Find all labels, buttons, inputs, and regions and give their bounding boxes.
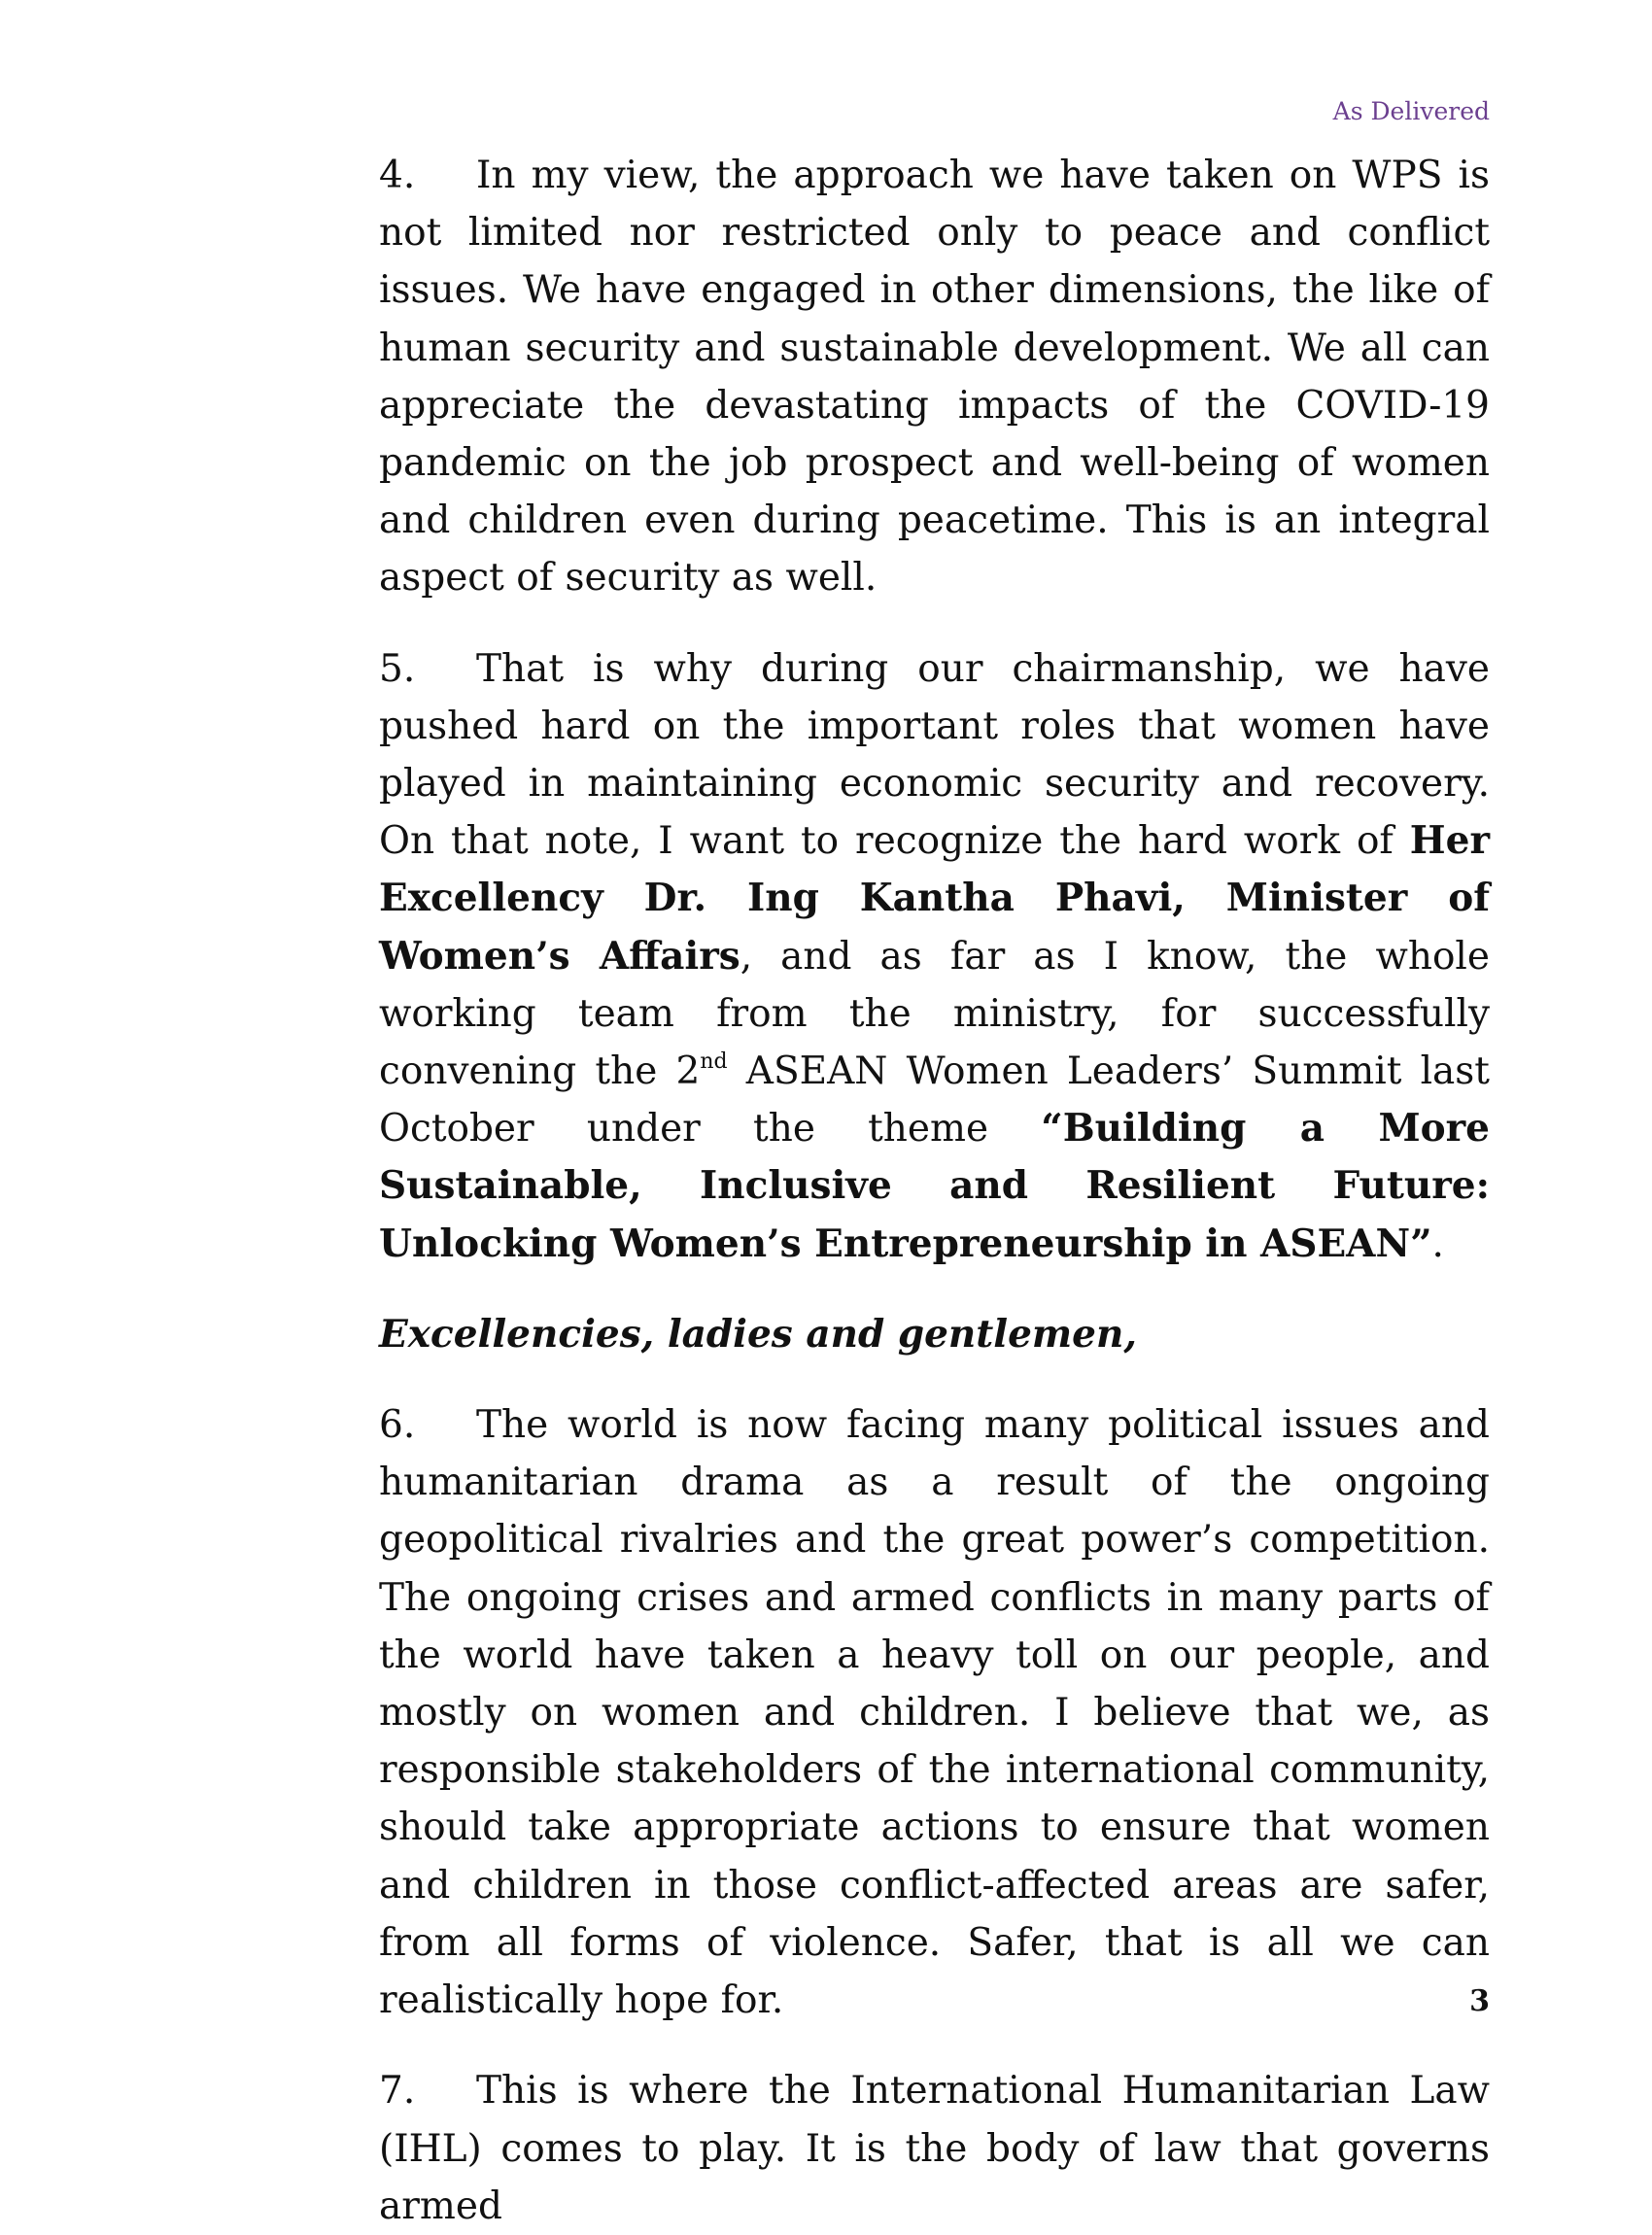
paragraph-4 <box>379 147 1490 607</box>
as-delivered-label: As Delivered <box>1332 97 1490 125</box>
speech-body <box>379 147 1490 2235</box>
paragraph-number: 7. <box>379 2069 416 2114</box>
paragraph-number: 4. <box>379 154 416 197</box>
paragraph-text: In my view, the approach we have taken on WPS is not limited nor restricted only to peace and conflict issues. We have engaged in other dimensions, the like of human security and sustainable development. We all can appreciate the devastating impacts of the COVID-19 pandemic on the job prospect and well-being of women and children even during peacetime. This is an integral aspect of security as well. <box>379 154 1490 601</box>
summit-theme: “Building a More Sustainable, Inclusive and Resilient Future: Unlocking Women’s Entrepreneurship in ASEAN” <box>379 1106 1490 1266</box>
paragraph-text: This is where the International Humanitarian Law (IHL) comes to play. It is the body of law that governs armed <box>379 2069 1490 2228</box>
paragraph-5 <box>379 640 1490 1273</box>
minister-name: Her Excellency Dr. Ing Kantha Phavi, Minister of Women’s Affairs <box>379 818 1490 979</box>
paragraph-text: ASEAN Women Leaders’ Summit last October under the theme <box>379 1049 1490 1152</box>
paragraph-7 <box>379 2062 1490 2235</box>
paragraph-number: 5. <box>379 646 416 691</box>
paragraph-text: , and as far as I know, the whole working team from the ministry, for successfully convening the 2 <box>379 934 1490 1094</box>
paragraph-number: 6. <box>379 1403 416 1448</box>
page-number: 3 <box>1469 1984 1490 2018</box>
paragraph-text: . <box>1431 1221 1444 1266</box>
ordinal-suffix: nd <box>700 1049 728 1075</box>
salutation: Excellencies, ladies and gentlemen, <box>379 1311 1137 1357</box>
paragraph-6 <box>379 1396 1490 2029</box>
paragraph-text: The world is now facing many political issues and humanitarian drama as a result of the ongoing geopolitical rivalries and the great power’s competition. The ongoing crises and armed conflicts in many parts of the world have taken a heavy toll on our people, and mostly on women and children. I believe that we, as responsible stakeholders of the international community, should take appropriate actions to ensure that women and children in those conflict-affected areas are safer, from all forms of violence. Safer, that is all we can realistically hope for. <box>379 1403 1490 2023</box>
paragraph-text: That is why during our chairmanship, we have pushed hard on the important roles that women have played in maintaining economic security and recovery. On that note, I want to recognize the hard work of <box>379 646 1490 864</box>
